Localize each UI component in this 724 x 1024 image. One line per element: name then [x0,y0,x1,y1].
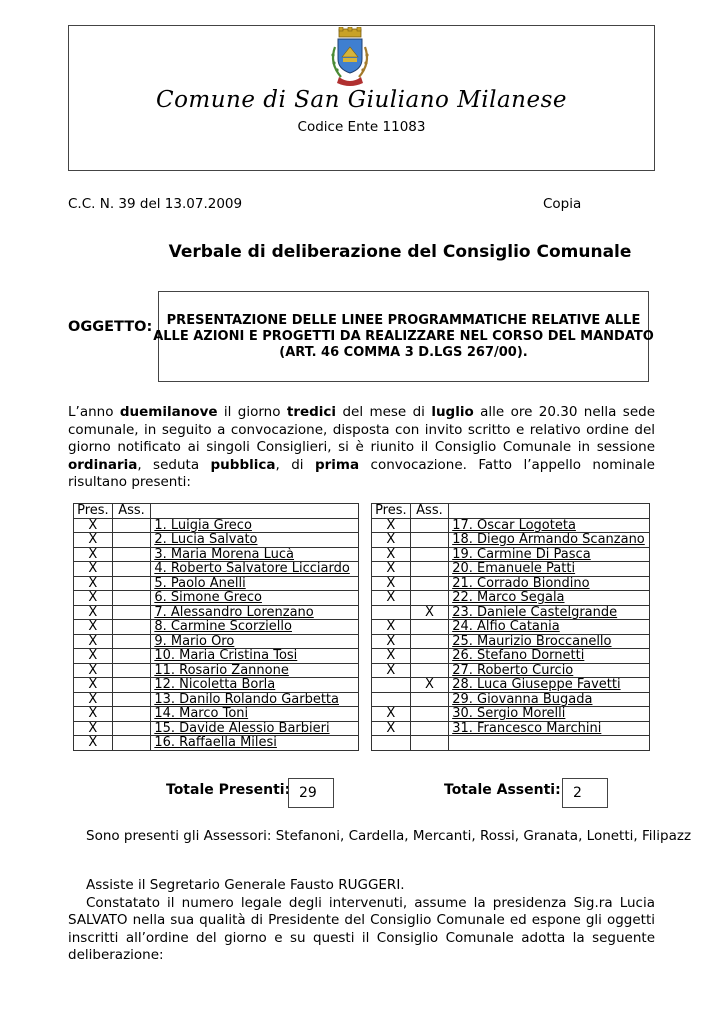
total-present-label: Totale Presenti: [166,782,291,798]
intro-text: , seduta [137,456,211,473]
table-row [74,547,359,562]
total-absent-value: 2 [562,778,608,808]
copy-label: Copia [543,196,582,212]
councillor-name: 28. Luca Giuseppe Favetti [449,678,650,693]
table-header-row [74,504,359,519]
councillor-name: 19. Carmine Di Pasca [449,547,650,562]
table-row [74,721,359,736]
column-header-pres: Pres. [74,504,113,519]
table-row [372,678,650,693]
councillor-name: 6. Simone Greco [151,591,359,606]
absent-mark [410,533,448,548]
present-mark: X [372,518,411,533]
absent-mark [410,721,448,736]
present-mark: X [74,620,113,635]
present-mark: X [74,547,113,562]
present-mark: X [372,591,411,606]
column-header-name [449,504,650,519]
present-mark: X [372,721,411,736]
present-mark: X [372,634,411,649]
table-header-row [372,504,650,519]
present-mark: X [74,649,113,664]
attendance-table-right [371,503,650,751]
present-mark: X [372,562,411,577]
table-row [74,518,359,533]
column-header-pres: Pres. [372,504,411,519]
councillor-name: 24. Alfio Catania [449,620,650,635]
councillor-name: 3. Maria Morena Lucà [151,547,359,562]
secretary-line: Assiste il Segretario Generale Fausto RUGGERI. [86,877,405,893]
present-mark [372,678,411,693]
absent-mark [112,605,151,620]
table-row [372,634,650,649]
present-mark: X [74,591,113,606]
absent-mark [112,634,151,649]
councillor-name: 14. Marco Toni [151,707,359,722]
present-mark [372,736,411,751]
present-mark [372,692,411,707]
absent-mark [112,649,151,664]
table-row [74,663,359,678]
table-row [372,533,650,548]
total-present-value: 29 [288,778,334,808]
table-row [372,736,650,751]
present-mark: X [74,692,113,707]
table-row [372,605,650,620]
intro-session-visibility: pubblica [210,456,276,473]
councillor-name: 10. Maria Cristina Tosi [151,649,359,664]
absent-mark [410,736,448,751]
present-mark: X [74,707,113,722]
column-header-name [151,504,359,519]
present-mark: X [74,736,113,751]
absent-mark [112,736,151,751]
present-mark: X [74,663,113,678]
councillor-name: 15. Davide Alessio Barbieri [151,721,359,736]
total-absent-label: Totale Assenti: [444,782,561,798]
present-mark: X [74,634,113,649]
subject-line-3: (ART. 46 COMMA 3 D.LGS 267/00). [279,344,528,360]
absent-mark [112,678,151,693]
present-mark: X [372,576,411,591]
subject-label: OGGETTO: [68,319,153,335]
intro-text: il giorno [217,404,287,420]
councillor-name: 1. Luigia Greco [151,518,359,533]
absent-mark [112,591,151,606]
absent-mark [112,562,151,577]
councillor-name: 30. Sergio Morelli [449,707,650,722]
councillor-name: 25. Maurizio Broccanello [449,634,650,649]
absent-mark [410,649,448,664]
absent-mark [112,518,151,533]
table-row [74,576,359,591]
comune-title: Comune di San Giuliano Milanese [155,87,568,113]
councillor-name: 27. Roberto Curcio [449,663,650,678]
absent-mark [112,721,151,736]
absent-mark: X [410,678,448,693]
absent-mark [410,547,448,562]
present-mark: X [372,620,411,635]
table-row [372,663,650,678]
absent-mark [112,547,151,562]
councillor-name: 23. Daniele Castelgrande [449,605,650,620]
councillor-name: 22. Marco Segala [449,591,650,606]
councillor-name: 2. Lucia Salvato [151,533,359,548]
table-row [372,591,650,606]
councillor-name: 11. Rosario Zannone [151,663,359,678]
table-row [372,721,650,736]
intro-session-type: ordinaria [68,456,138,473]
subject-box [153,291,654,382]
councillor-name [449,736,650,751]
absent-mark: X [410,605,448,620]
table-row [74,736,359,751]
absent-mark [410,518,448,533]
document-title: Verbale di deliberazione del Consiglio Comunale [168,242,632,262]
present-mark: X [372,649,411,664]
councillor-name: 4. Roberto Salvatore Licciardo [151,562,359,577]
present-mark: X [74,533,113,548]
absent-mark [410,591,448,606]
councillor-name: 9. Mario Oro [151,634,359,649]
absent-mark [410,576,448,591]
attendance-table-left [73,503,359,751]
councillor-name: 31. Francesco Marchini [449,721,650,736]
present-mark: X [74,576,113,591]
councillor-name: 5. Paolo Anelli [151,576,359,591]
assessors-present: Sono presenti gli Assessori: Stefanoni, Cardella, Mercanti, Rossi, Granata, Lonetti, Filipazz [86,828,692,844]
councillor-name: 29. Giovanna Bugada [449,692,650,707]
present-mark: X [372,663,411,678]
councillor-name: 16. Raffaella Milesi [151,736,359,751]
table-row [74,692,359,707]
closing-paragraph [68,877,655,965]
intro-text: alle ore 20.30 nella sede comunale, in seguito a convocazione, disposta con invito scritto e relativo ordine del giorno notificato ai singoli Consiglieri, si è riunito il Consiglio Comunale in sessione [68,404,655,455]
table-row [372,547,650,562]
councillor-name: 13. Danilo Rolando Garbetta [151,692,359,707]
subject-line-2: ALLE AZIONI E PROGETTI DA REALIZZARE NEL CORSO DEL MANDATO [153,328,654,344]
absent-mark [410,663,448,678]
present-mark: X [74,678,113,693]
council-deliberation-number: C.C. N. 39 del 13.07.2009 [68,196,243,212]
absent-mark [410,562,448,577]
table-row [372,620,650,635]
intro-text: convocazione. Fatto l’appello nominale risultano presenti: [68,456,655,490]
presidency-paragraph: Constatato il numero legale degli intervenuti, assume la presidenza Sig.ra Lucia SALVATO nella sua qualità di Presidente del Consiglio Comunale ed espone gli oggetti inscritti all’ordine del giorno e su questi il Consiglio Comunale adotta la seguente deliberazione: [68,894,655,963]
present-mark [372,605,411,620]
table-row [372,518,650,533]
present-mark: X [74,562,113,577]
councillor-name: 18. Diego Armando Scanzano [449,533,650,548]
codice-ente: Codice Ente 11083 [297,119,426,135]
councillor-name: 26. Stefano Dornetti [449,649,650,664]
present-mark: X [74,721,113,736]
table-row [372,649,650,664]
present-mark: X [372,547,411,562]
table-row [74,562,359,577]
absent-mark [112,533,151,548]
present-mark: X [372,707,411,722]
intro-text: del mese di [336,404,432,420]
table-row [372,707,650,722]
intro-text: , di [275,456,315,473]
intro-text: L’anno [68,404,120,420]
table-row [372,692,650,707]
councillor-name: 12. Nicoletta Borla [151,678,359,693]
table-row [74,605,359,620]
table-row [74,620,359,635]
intro-year: duemilanove [119,404,218,420]
councillor-name: 20. Emanuele Patti [449,562,650,577]
councillor-name: 8. Carmine Scorziello [151,620,359,635]
absent-mark [410,634,448,649]
intro-month: luglio [431,404,474,420]
absent-mark [112,620,151,635]
intro-day: tredici [286,404,337,420]
table-row [74,707,359,722]
table-row [372,562,650,577]
table-row [74,678,359,693]
absent-mark [112,576,151,591]
absent-mark [410,692,448,707]
councillor-name: 21. Corrado Biondino [449,576,650,591]
column-header-ass: Ass. [112,504,151,519]
absent-mark [410,707,448,722]
subject-line-1: PRESENTAZIONE DELLE LINEE PROGRAMMATICHE RELATIVE ALLE [166,312,641,328]
absent-mark [112,707,151,722]
column-header-ass: Ass. [410,504,448,519]
table-row [74,634,359,649]
councillor-name: 17. Oscar Logoteta [449,518,650,533]
present-mark: X [372,533,411,548]
councillor-name: 7. Alessandro Lorenzano [151,605,359,620]
absent-mark [112,692,151,707]
present-mark: X [74,518,113,533]
present-mark: X [74,605,113,620]
intro-paragraph [68,404,655,492]
table-row [74,649,359,664]
absent-mark [112,663,151,678]
municipal-crest-icon [325,27,375,89]
table-row [372,576,650,591]
absent-mark [410,620,448,635]
intro-convocation: prima [314,456,360,473]
table-row [74,533,359,548]
table-row [74,591,359,606]
